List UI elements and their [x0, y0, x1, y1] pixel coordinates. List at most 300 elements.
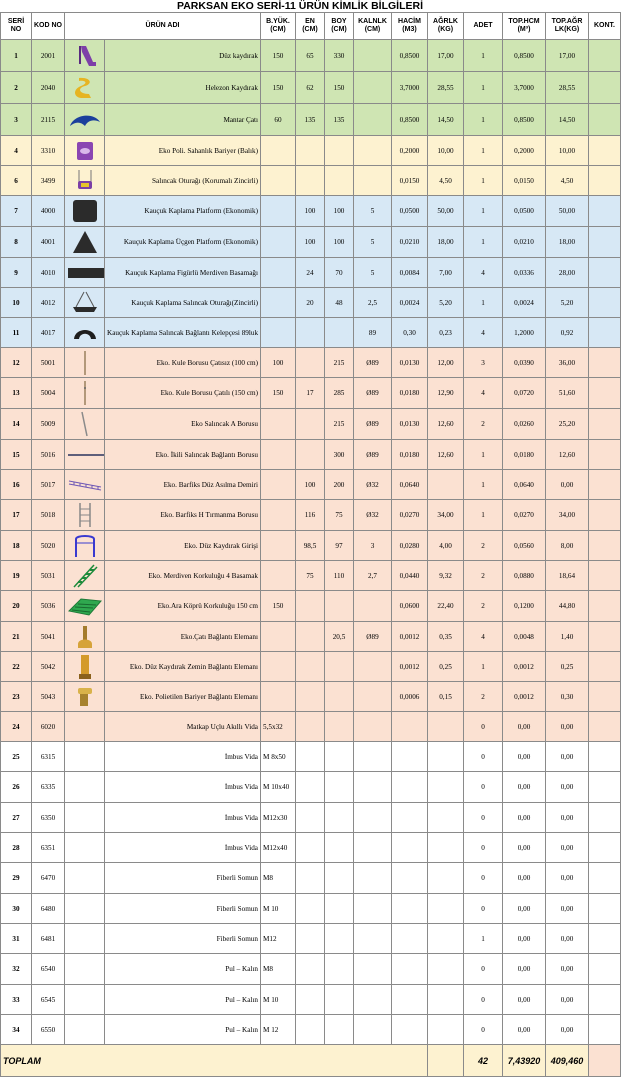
kod-cell: 5016	[32, 440, 65, 470]
product-image-cell	[65, 531, 105, 561]
en-cell	[296, 985, 325, 1015]
en-cell: 65	[296, 40, 325, 72]
product-name-cell: Eko. Merdiven Korkuluğu 4 Basamak	[105, 561, 261, 591]
tophcm-cell: 0,00	[503, 924, 546, 954]
kalnlk-cell	[354, 682, 392, 712]
tophcm-cell: 3,7000	[503, 72, 546, 104]
rubber-swing-seat-icon	[67, 291, 102, 315]
boy-cell	[325, 772, 354, 803]
kod-cell: 3499	[32, 166, 65, 196]
byuk-cell: M 10	[261, 894, 296, 924]
topagr-cell: 0,00	[546, 742, 589, 772]
tophcm-cell: 0,0180	[503, 440, 546, 470]
hacim-cell	[392, 772, 428, 803]
agrlk-cell: 34,00	[428, 500, 464, 531]
table-row	[1, 682, 621, 712]
seri-cell: 23	[1, 682, 32, 712]
topagr-cell: 34,00	[546, 500, 589, 531]
kont-cell	[589, 894, 621, 924]
kod-cell: 6481	[32, 924, 65, 954]
kod-cell: 5009	[32, 409, 65, 440]
product-image-cell	[65, 622, 105, 652]
rubber-clamp-icon	[67, 325, 102, 341]
agrlk-cell: 12,60	[428, 409, 464, 440]
product-name-cell: Eko. Barfiks Düz Asılma Demiri	[105, 470, 261, 500]
product-name-cell: İmbus Vida	[105, 803, 261, 833]
kod-cell: 6540	[32, 954, 65, 985]
total-label: TOPLAM	[1, 1045, 428, 1077]
adet-cell: 1	[464, 227, 503, 258]
agrlk-cell: 12,90	[428, 378, 464, 409]
kont-cell	[589, 712, 621, 742]
en-cell	[296, 409, 325, 440]
product-image-cell	[65, 1015, 105, 1045]
boy-cell	[325, 985, 354, 1015]
product-name-cell: Eko. Barfiks H Tırmanma Borusu	[105, 500, 261, 531]
table-row	[1, 258, 621, 288]
topagr-cell: 0,00	[546, 833, 589, 863]
rubber-triangle-tile-icon	[67, 229, 102, 255]
kont-cell	[589, 104, 621, 136]
en-cell	[296, 924, 325, 954]
seri-cell: 31	[1, 924, 32, 954]
product-image-cell	[65, 682, 105, 712]
hacim-cell	[392, 1015, 428, 1045]
topagr-cell: 0,00	[546, 772, 589, 803]
seri-cell: 24	[1, 712, 32, 742]
kont-cell	[589, 378, 621, 409]
kod-cell: 6315	[32, 742, 65, 772]
byuk-cell: 5,5x32	[261, 712, 296, 742]
agrlk-cell: 4,50	[428, 166, 464, 196]
hacim-cell	[392, 954, 428, 985]
product-image-cell	[65, 954, 105, 985]
tophcm-cell: 0,0210	[503, 227, 546, 258]
tophcm-cell: 0,00	[503, 833, 546, 863]
hacim-cell	[392, 803, 428, 833]
boy-cell	[325, 742, 354, 772]
table-row	[1, 500, 621, 531]
kalnlk-cell	[354, 40, 392, 72]
agrlk-cell: 0,15	[428, 682, 464, 712]
kalnlk-cell	[354, 72, 392, 104]
topagr-cell: 28,55	[546, 72, 589, 104]
kalnlk-cell	[354, 894, 392, 924]
kalnlk-cell	[354, 954, 392, 985]
product-image-cell	[65, 591, 105, 622]
product-image-cell	[65, 500, 105, 531]
boy-cell: 70	[325, 258, 354, 288]
header-ad: ÜRÜN ADI	[65, 13, 261, 40]
kod-cell: 6550	[32, 1015, 65, 1045]
en-cell	[296, 318, 325, 348]
kalnlk-cell: 2,5	[354, 288, 392, 318]
adet-cell: 2	[464, 561, 503, 591]
header-kalnlk: KALNLK (CM)	[354, 13, 392, 40]
kont-cell	[589, 1015, 621, 1045]
kod-cell: 5001	[32, 348, 65, 378]
adet-cell: 1	[464, 40, 503, 72]
hacim-cell: 0,0600	[392, 591, 428, 622]
kod-cell: 5031	[32, 561, 65, 591]
seri-cell: 29	[1, 863, 32, 894]
hacim-cell: 0,30	[392, 318, 428, 348]
product-name-cell: Eko.Çatı Bağlantı Elemanı	[105, 622, 261, 652]
tophcm-cell: 0,0150	[503, 166, 546, 196]
adet-cell: 2	[464, 591, 503, 622]
seri-cell: 33	[1, 985, 32, 1015]
topagr-cell: 8,00	[546, 531, 589, 561]
byuk-cell: M8	[261, 954, 296, 985]
byuk-cell	[261, 500, 296, 531]
table-row	[1, 863, 621, 894]
hacim-cell: 0,2000	[392, 136, 428, 166]
rubber-square-tile-icon	[67, 198, 102, 224]
hacim-cell	[392, 894, 428, 924]
agrlk-cell: 0,25	[428, 652, 464, 682]
kod-cell: 6545	[32, 985, 65, 1015]
agrlk-cell	[428, 985, 464, 1015]
seri-cell: 17	[1, 500, 32, 531]
agrlk-cell: 28,55	[428, 72, 464, 104]
hacim-cell: 0,0270	[392, 500, 428, 531]
kont-cell	[589, 258, 621, 288]
table-row	[1, 591, 621, 622]
byuk-cell: M 10	[261, 985, 296, 1015]
product-image-cell	[65, 833, 105, 863]
hacim-cell	[392, 985, 428, 1015]
kod-cell: 6350	[32, 803, 65, 833]
agrlk-cell	[428, 1015, 464, 1045]
table-row	[1, 954, 621, 985]
tophcm-cell: 0,00	[503, 712, 546, 742]
topagr-cell: 50,00	[546, 196, 589, 227]
topagr-cell: 18,64	[546, 561, 589, 591]
agrlk-cell	[428, 924, 464, 954]
product-image-cell	[65, 470, 105, 500]
adet-cell: 0	[464, 985, 503, 1015]
table-row	[1, 348, 621, 378]
seri-cell: 14	[1, 409, 32, 440]
seri-cell: 16	[1, 470, 32, 500]
topagr-cell: 28,00	[546, 258, 589, 288]
header-boy: BOY (CM)	[325, 13, 354, 40]
kalnlk-cell	[354, 863, 392, 894]
product-name-cell: Eko. İkili Salıncak Bağlantı Borusu	[105, 440, 261, 470]
byuk-cell	[261, 440, 296, 470]
kalnlk-cell: 5	[354, 196, 392, 227]
agrlk-cell: 10,00	[428, 136, 464, 166]
adet-cell: 4	[464, 622, 503, 652]
product-name-cell: Eko. Kule Borusu Çatılı (150 cm)	[105, 378, 261, 409]
kont-cell	[589, 166, 621, 196]
kod-cell: 4017	[32, 318, 65, 348]
seri-cell: 6	[1, 166, 32, 196]
agrlk-cell: 5,20	[428, 288, 464, 318]
kalnlk-cell: 3	[354, 531, 392, 561]
agrlk-cell: 12,00	[428, 348, 464, 378]
table-row	[1, 531, 621, 561]
table-row	[1, 803, 621, 833]
en-cell	[296, 772, 325, 803]
hacim-cell: 0,0012	[392, 622, 428, 652]
baby-swing-seat-icon	[67, 170, 102, 192]
boy-cell	[325, 682, 354, 712]
table-row	[1, 378, 621, 409]
topagr-cell: 5,20	[546, 288, 589, 318]
agrlk-cell: 0,35	[428, 622, 464, 652]
kont-cell	[589, 136, 621, 166]
en-cell	[296, 591, 325, 622]
product-image-cell	[65, 772, 105, 803]
seri-cell: 30	[1, 894, 32, 924]
kod-cell: 6480	[32, 894, 65, 924]
adet-cell: 1	[464, 500, 503, 531]
topagr-cell: 0,30	[546, 682, 589, 712]
table-row	[1, 894, 621, 924]
topagr-cell: 0,00	[546, 894, 589, 924]
kont-cell	[589, 591, 621, 622]
en-cell	[296, 954, 325, 985]
hacim-cell	[392, 742, 428, 772]
hacim-cell	[392, 712, 428, 742]
purple-slide-icon	[67, 44, 102, 68]
topagr-cell: 0,00	[546, 712, 589, 742]
table-row	[1, 712, 621, 742]
kod-cell: 4001	[32, 227, 65, 258]
en-cell	[296, 894, 325, 924]
hacim-cell: 0,0130	[392, 409, 428, 440]
adet-cell: 0	[464, 742, 503, 772]
product-name-cell: Fiberli Somun	[105, 924, 261, 954]
boy-cell	[325, 894, 354, 924]
tophcm-cell: 0,0560	[503, 531, 546, 561]
hacim-cell: 0,0440	[392, 561, 428, 591]
tophcm-cell: 0,8500	[503, 40, 546, 72]
product-name-cell: Mantar Çatı	[105, 104, 261, 136]
en-cell	[296, 712, 325, 742]
tophcm-cell: 0,0048	[503, 622, 546, 652]
product-image-cell	[65, 742, 105, 772]
kod-cell: 5018	[32, 500, 65, 531]
en-cell	[296, 622, 325, 652]
product-image-cell	[65, 863, 105, 894]
kont-cell	[589, 72, 621, 104]
agrlk-cell: 50,00	[428, 196, 464, 227]
boy-cell: 330	[325, 40, 354, 72]
agrlk-cell: 14,50	[428, 104, 464, 136]
kalnlk-cell: Ø89	[354, 409, 392, 440]
kont-cell	[589, 288, 621, 318]
byuk-cell	[261, 682, 296, 712]
kalnlk-cell: Ø32	[354, 470, 392, 500]
header-agrlk: AĞRLK (KG)	[428, 13, 464, 40]
product-name-cell: Eko Poli. Sahanlık Bariyer (Balık)	[105, 136, 261, 166]
byuk-cell: M 8x50	[261, 742, 296, 772]
tophcm-cell: 0,0640	[503, 470, 546, 500]
product-image-cell	[65, 72, 105, 104]
seri-cell: 4	[1, 136, 32, 166]
product-name-cell: İmbus Vida	[105, 772, 261, 803]
tophcm-cell: 0,0720	[503, 378, 546, 409]
tophcm-cell: 0,00	[503, 742, 546, 772]
adet-cell: 1	[464, 166, 503, 196]
hacim-cell: 0,8500	[392, 40, 428, 72]
product-image-cell	[65, 288, 105, 318]
byuk-cell	[261, 288, 296, 318]
kalnlk-cell: Ø89	[354, 622, 392, 652]
byuk-cell	[261, 561, 296, 591]
boy-cell	[325, 863, 354, 894]
adet-cell: 1	[464, 652, 503, 682]
topagr-cell: 0,00	[546, 470, 589, 500]
barrier-connector-icon	[67, 684, 102, 710]
topagr-cell: 0,00	[546, 954, 589, 985]
rubber-step-icon	[67, 267, 102, 279]
kod-cell: 5043	[32, 682, 65, 712]
fish-barrier-icon	[67, 141, 102, 161]
byuk-cell: M12x30	[261, 803, 296, 833]
en-cell	[296, 136, 325, 166]
adet-cell: 1	[464, 440, 503, 470]
byuk-cell: 150	[261, 378, 296, 409]
kalnlk-cell: Ø89	[354, 348, 392, 378]
kod-cell: 4000	[32, 196, 65, 227]
kalnlk-cell	[354, 712, 392, 742]
byuk-cell	[261, 196, 296, 227]
kalnlk-cell: Ø32	[354, 500, 392, 531]
kont-cell	[589, 227, 621, 258]
boy-cell: 135	[325, 104, 354, 136]
en-cell: 17	[296, 378, 325, 409]
boy-cell: 97	[325, 531, 354, 561]
tophcm-cell: 0,00	[503, 803, 546, 833]
byuk-cell	[261, 652, 296, 682]
product-name-cell: Kauçuk Kaplama Figürlü Merdiven Basamağı	[105, 258, 261, 288]
product-image-cell	[65, 924, 105, 954]
hacim-cell	[392, 833, 428, 863]
adet-cell: 0	[464, 772, 503, 803]
table-row	[1, 561, 621, 591]
kod-cell: 5004	[32, 378, 65, 409]
kont-cell	[589, 803, 621, 833]
adet-cell: 0	[464, 712, 503, 742]
tophcm-cell: 0,00	[503, 772, 546, 803]
en-cell: 75	[296, 561, 325, 591]
header-en: EN (CM)	[296, 13, 325, 40]
hacim-cell: 0,0024	[392, 288, 428, 318]
adet-cell: 1	[464, 72, 503, 104]
byuk-cell	[261, 258, 296, 288]
seri-cell: 21	[1, 622, 32, 652]
seri-cell: 10	[1, 288, 32, 318]
tophcm-cell: 0,00	[503, 954, 546, 985]
hacim-cell: 0,0180	[392, 440, 428, 470]
adet-cell: 1	[464, 288, 503, 318]
topagr-cell: 0,00	[546, 803, 589, 833]
table-row	[1, 772, 621, 803]
topagr-cell: 51,60	[546, 378, 589, 409]
table-row	[1, 985, 621, 1015]
total-tophcm: 7,43920	[503, 1045, 546, 1077]
topagr-cell: 12,60	[546, 440, 589, 470]
topagr-cell: 0,25	[546, 652, 589, 682]
boy-cell	[325, 652, 354, 682]
seri-cell: 27	[1, 803, 32, 833]
boy-cell	[325, 924, 354, 954]
boy-cell: 215	[325, 348, 354, 378]
tophcm-cell: 0,1200	[503, 591, 546, 622]
seri-cell: 8	[1, 227, 32, 258]
product-image-cell	[65, 894, 105, 924]
agrlk-cell: 0,23	[428, 318, 464, 348]
tophcm-cell: 1,2000	[503, 318, 546, 348]
en-cell: 100	[296, 470, 325, 500]
kalnlk-cell	[354, 833, 392, 863]
product-image-cell	[65, 227, 105, 258]
adet-cell: 2	[464, 409, 503, 440]
seri-cell: 12	[1, 348, 32, 378]
product-image-cell	[65, 166, 105, 196]
product-name-cell: Eko. Düz Kaydırak Girişi	[105, 531, 261, 561]
seri-cell: 20	[1, 591, 32, 622]
header-seri: SERİ NO	[1, 13, 32, 40]
product-name-cell: Fiberli Somun	[105, 894, 261, 924]
seri-cell: 9	[1, 258, 32, 288]
product-name-cell: Pul – Kalın	[105, 1015, 261, 1045]
agrlk-cell	[428, 863, 464, 894]
table-row	[1, 742, 621, 772]
tophcm-cell: 0,0880	[503, 561, 546, 591]
product-name-cell: Eko. Düz Kaydırak Zemin Bağlantı Elemanı	[105, 652, 261, 682]
adet-cell: 0	[464, 803, 503, 833]
topagr-cell: 44,80	[546, 591, 589, 622]
header-topagr: TOP.AĞR LK(KG)	[546, 13, 589, 40]
table-row	[1, 924, 621, 954]
byuk-cell: M12	[261, 924, 296, 954]
kont-cell	[589, 622, 621, 652]
adet-cell: 4	[464, 378, 503, 409]
hacim-cell: 0,8500	[392, 104, 428, 136]
product-image-cell	[65, 985, 105, 1015]
kalnlk-cell: 5	[354, 258, 392, 288]
kod-cell: 5041	[32, 622, 65, 652]
hacim-cell: 0,0130	[392, 348, 428, 378]
seri-cell: 26	[1, 772, 32, 803]
topagr-cell: 10,00	[546, 136, 589, 166]
product-name-cell: Matkap Uçlu Akıllı Vida	[105, 712, 261, 742]
bridge-rail-icon	[67, 595, 102, 617]
product-image-cell	[65, 561, 105, 591]
blue-roof-icon	[67, 110, 102, 130]
kont-cell	[589, 561, 621, 591]
kod-cell: 5020	[32, 531, 65, 561]
adet-cell: 2	[464, 531, 503, 561]
agrlk-cell: 17,00	[428, 40, 464, 72]
kalnlk-cell	[354, 985, 392, 1015]
hacim-cell: 0,0500	[392, 196, 428, 227]
kont-cell	[589, 409, 621, 440]
byuk-cell	[261, 227, 296, 258]
boy-cell	[325, 136, 354, 166]
en-cell	[296, 863, 325, 894]
adet-cell: 3	[464, 348, 503, 378]
tophcm-cell: 0,0012	[503, 682, 546, 712]
byuk-cell: 150	[261, 72, 296, 104]
seri-cell: 19	[1, 561, 32, 591]
ground-connector-icon	[67, 654, 102, 680]
tophcm-cell: 0,0336	[503, 258, 546, 288]
